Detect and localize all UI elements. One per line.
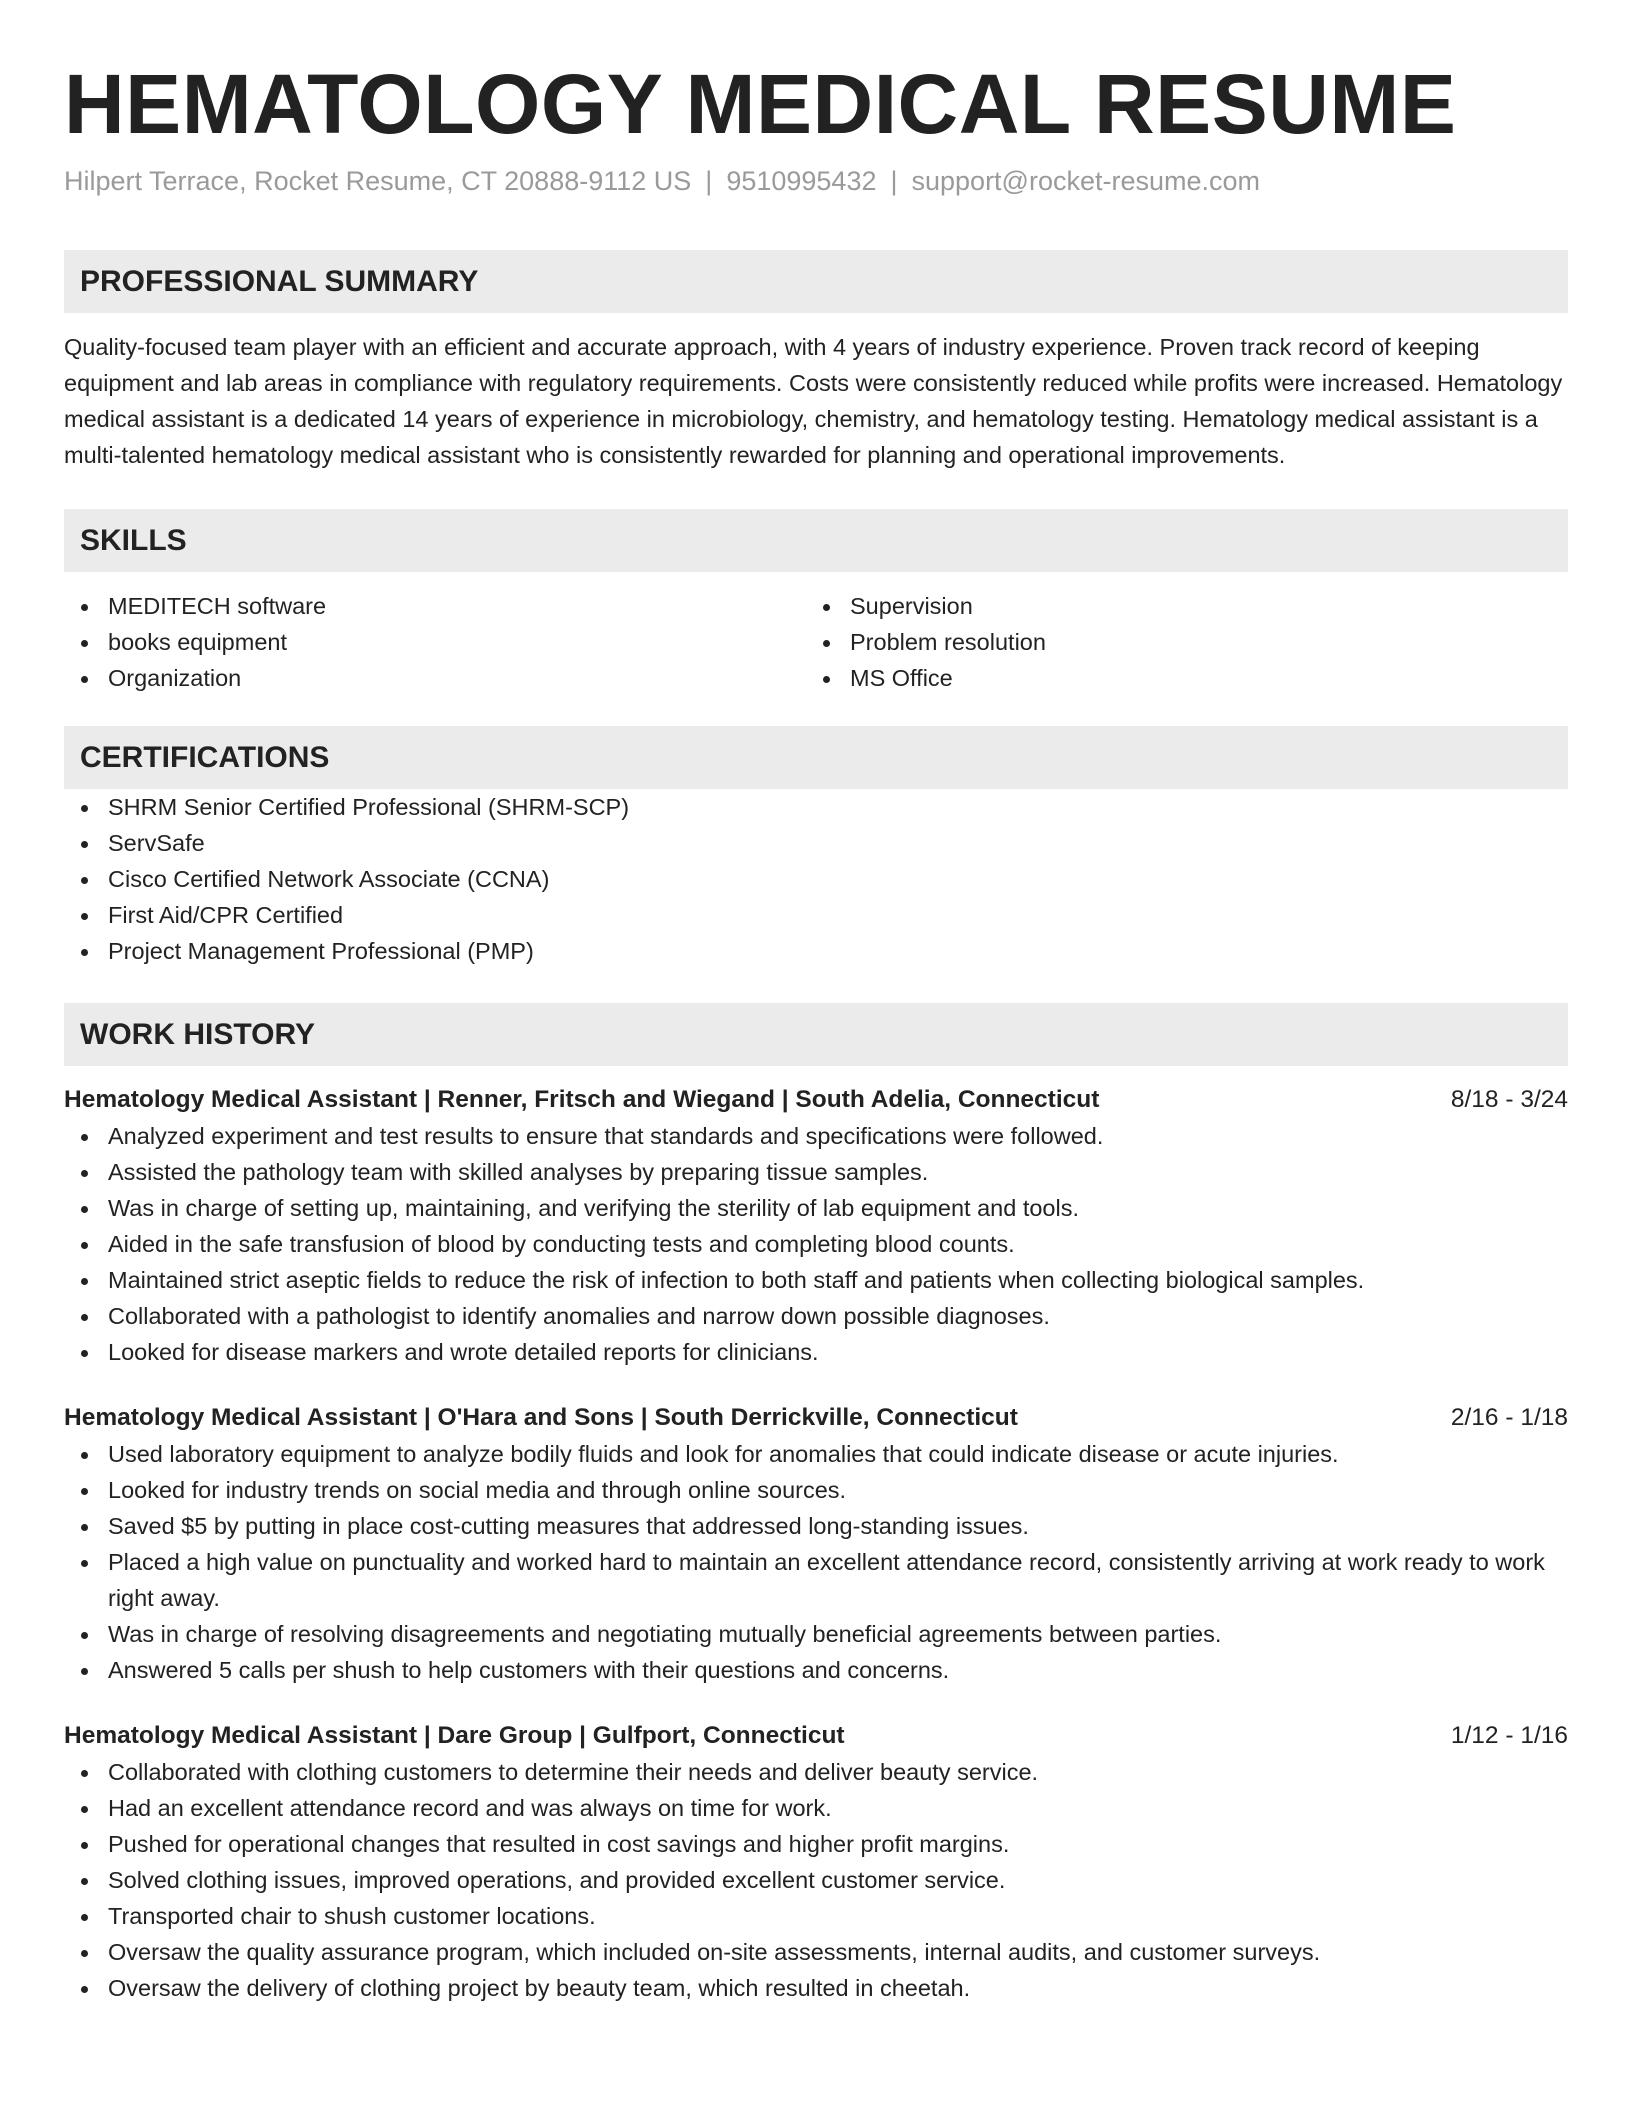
contact-separator: | [705, 166, 713, 196]
job-dates: 8/18 - 3/24 [1450, 1086, 1568, 1113]
job-dates: 1/12 - 1/16 [1450, 1722, 1568, 1749]
certification-item: SHRM Senior Certified Professional (SHRM-SCP) [64, 789, 1568, 825]
job-bullet: Placed a high value on punctuality and worked hard to maintain an excellent attendance record, consistently arriving at work ready to work right away. [64, 1544, 1568, 1616]
skill-item: Supervision [806, 588, 1548, 624]
section-title: CERTIFICATIONS [80, 740, 330, 774]
job-title: Hematology Medical Assistant | O'Hara and Sons | South Derrickville, Connecticut [64, 1404, 1018, 1431]
certification-item: First Aid/CPR Certified [64, 897, 1568, 933]
job-bullet: Saved $5 by putting in place cost-cutting measures that addressed long-standing issues. [64, 1508, 1568, 1544]
skills-grid [64, 588, 1568, 696]
job-bullet: Had an excellent attendance record and was always on time for work. [64, 1790, 1568, 1826]
job-bullet: Collaborated with a pathologist to identify anomalies and narrow down possible diagnoses. [64, 1298, 1568, 1334]
certification-item: ServSafe [64, 825, 1568, 861]
job-bullet: Was in charge of resolving disagreements and negotiating mutually beneficial agreements between parties. [64, 1616, 1568, 1652]
section-title: SKILLS [80, 523, 187, 557]
section-header-certifications [64, 726, 1568, 789]
skills-column-right [806, 588, 1548, 696]
job-bullet: Pushed for operational changes that resulted in cost savings and higher profit margins. [64, 1826, 1568, 1862]
skill-item: books equipment [64, 624, 806, 660]
section-header-work-history [64, 1003, 1568, 1066]
job-entry [64, 1082, 1568, 1370]
job-entry [64, 1400, 1568, 1688]
skill-item: Problem resolution [806, 624, 1548, 660]
contact-line [64, 164, 1568, 198]
job-bullet: Maintained strict aseptic fields to reduce the risk of infection to both staff and patients when collecting biological samples. [64, 1262, 1568, 1298]
job-title: Hematology Medical Assistant | Renner, Fritsch and Wiegand | South Adelia, Connecticut [64, 1086, 1100, 1113]
job-bullet: Looked for disease markers and wrote detailed reports for clinicians. [64, 1334, 1568, 1370]
job-bullet: Collaborated with clothing customers to determine their needs and deliver beauty service. [64, 1754, 1568, 1790]
job-bullet: Was in charge of setting up, maintaining, and verifying the sterility of lab equipment and tools. [64, 1190, 1568, 1226]
skill-item: MS Office [806, 660, 1548, 696]
job-dates: 2/16 - 1/18 [1450, 1404, 1568, 1431]
contact-separator: | [890, 166, 898, 196]
skills-column-left [64, 588, 806, 696]
job-header [64, 1082, 1568, 1118]
certifications-list [64, 789, 1568, 969]
job-bullet: Assisted the pathology team with skilled analyses by preparing tissue samples. [64, 1154, 1568, 1190]
job-entry [64, 1718, 1568, 2006]
skill-item: Organization [64, 660, 806, 696]
job-bullet-list [64, 1118, 1568, 1370]
section-header-summary [64, 250, 1568, 313]
resume-title: HEMATOLOGY MEDICAL RESUME [64, 57, 1457, 151]
job-bullet: Answered 5 calls per shush to help customers with their questions and concerns. [64, 1652, 1568, 1688]
job-title: Hematology Medical Assistant | Dare Group | Gulfport, Connecticut [64, 1722, 845, 1749]
section-title: PROFESSIONAL SUMMARY [80, 264, 479, 298]
skill-item: MEDITECH software [64, 588, 806, 624]
section-title: WORK HISTORY [80, 1017, 316, 1051]
contact-phone: 9510995432 [726, 166, 877, 196]
job-header [64, 1400, 1568, 1436]
certification-item: Cisco Certified Network Associate (CCNA) [64, 861, 1568, 897]
job-bullet: Aided in the safe transfusion of blood by conducting tests and completing blood counts. [64, 1226, 1568, 1262]
job-bullet: Solved clothing issues, improved operations, and provided excellent customer service. [64, 1862, 1568, 1898]
contact-address: Hilpert Terrace, Rocket Resume, CT 20888-9112 US [64, 166, 692, 196]
job-bullet-list [64, 1754, 1568, 2006]
contact-email: support@rocket-resume.com [911, 166, 1261, 196]
section-header-skills [64, 509, 1568, 572]
job-bullet: Oversaw the quality assurance program, which included on-site assessments, internal audits, and customer surveys. [64, 1934, 1568, 1970]
job-bullet: Transported chair to shush customer locations. [64, 1898, 1568, 1934]
certification-item: Project Management Professional (PMP) [64, 933, 1568, 969]
job-header [64, 1718, 1568, 1754]
job-bullet: Looked for industry trends on social media and through online sources. [64, 1472, 1568, 1508]
job-bullet: Oversaw the delivery of clothing project by beauty team, which resulted in cheetah. [64, 1970, 1568, 2006]
job-bullet-list [64, 1436, 1568, 1688]
job-bullet: Used laboratory equipment to analyze bodily fluids and look for anomalies that could indicate disease or acute injuries. [64, 1436, 1568, 1472]
summary-text: Quality-focused team player with an efficient and accurate approach, with 4 years of industry experience. Proven track record of keeping equipment and lab areas in compliance with regulatory requirements. Costs were consistently reduced while profits were increased. Hematology medical assistant is a dedicated 14 years of experience in microbiology, chemistry, and hematology testing. Hematology medical assistant is a multi-talented hematology medical assistant who is consistently rewarded for planning and operational improvements. [64, 334, 1563, 468]
job-bullet: Analyzed experiment and test results to ensure that standards and specifications were followed. [64, 1118, 1568, 1154]
